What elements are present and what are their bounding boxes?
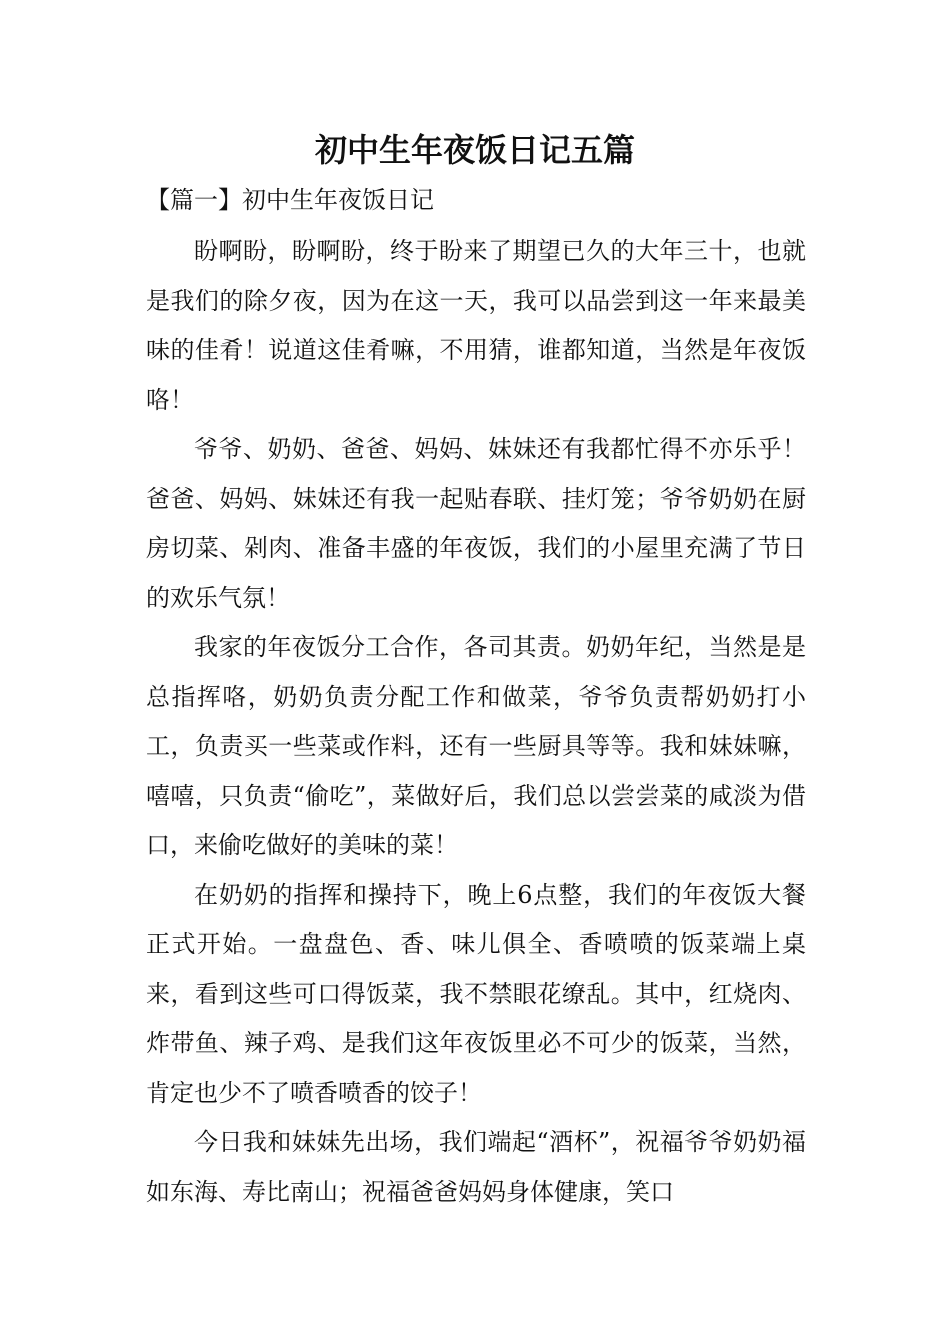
paragraph: 在奶奶的指挥和操持下，晚上6点整，我们的年夜饭大餐正式开始。一盘盘色、香、味儿俱全、香喷喷的饭菜端上桌来，看到这些可口得饭菜，我不禁眼花缭乱。其中，红烧肉、炸带鱼、辣子鸡、是我们这年夜饭里必不可少的饭菜，当然，肯定也少不了喷香喷香的饺子！ (146, 880, 806, 1107)
document-body (146, 227, 806, 1217)
section-heading: 【篇一】初中生年夜饭日记 (146, 186, 434, 214)
paragraph: 我家的年夜饭分工合作，各司其责。奶奶年纪，当然是是总指挥咯，奶奶负责分配工作和做菜，爷爷负责帮奶奶打小工，负责买一些菜或作料，还有一些厨具等等。我和妹妹嘛，嘻嘻，只负责“偷吃”，菜做好后，我们总以尝尝菜的咸淡为借口，来偷吃做好的美味的菜！ (146, 633, 806, 859)
paragraph: 爷爷、奶奶、爸爸、妈妈、妹妹还有我都忙得不亦乐乎！爸爸、妈妈、妹妹还有我一起贴春联、挂灯笼；爷爷奶奶在厨房切菜、剁肉、准备丰盛的年夜饭，我们的小屋里充满了节日的欢乐气氛！ (146, 435, 806, 612)
paragraph: 今日我和妹妹先出场，我们端起“酒杯”，祝福爷爷奶奶福如东海、寿比南山；祝福爸爸妈妈身体健康，笑口 (146, 1128, 806, 1206)
document-title: 初中生年夜饭日记五篇 (314, 131, 635, 169)
paragraph: 盼啊盼，盼啊盼，终于盼来了期望已久的大年三十，也就是我们的除夕夜，因为在这一天，我可以品尝到这一年来最美味的佳肴！说道这佳肴嘛，不用猜，谁都知道，当然是年夜饭咯！ (146, 237, 806, 414)
